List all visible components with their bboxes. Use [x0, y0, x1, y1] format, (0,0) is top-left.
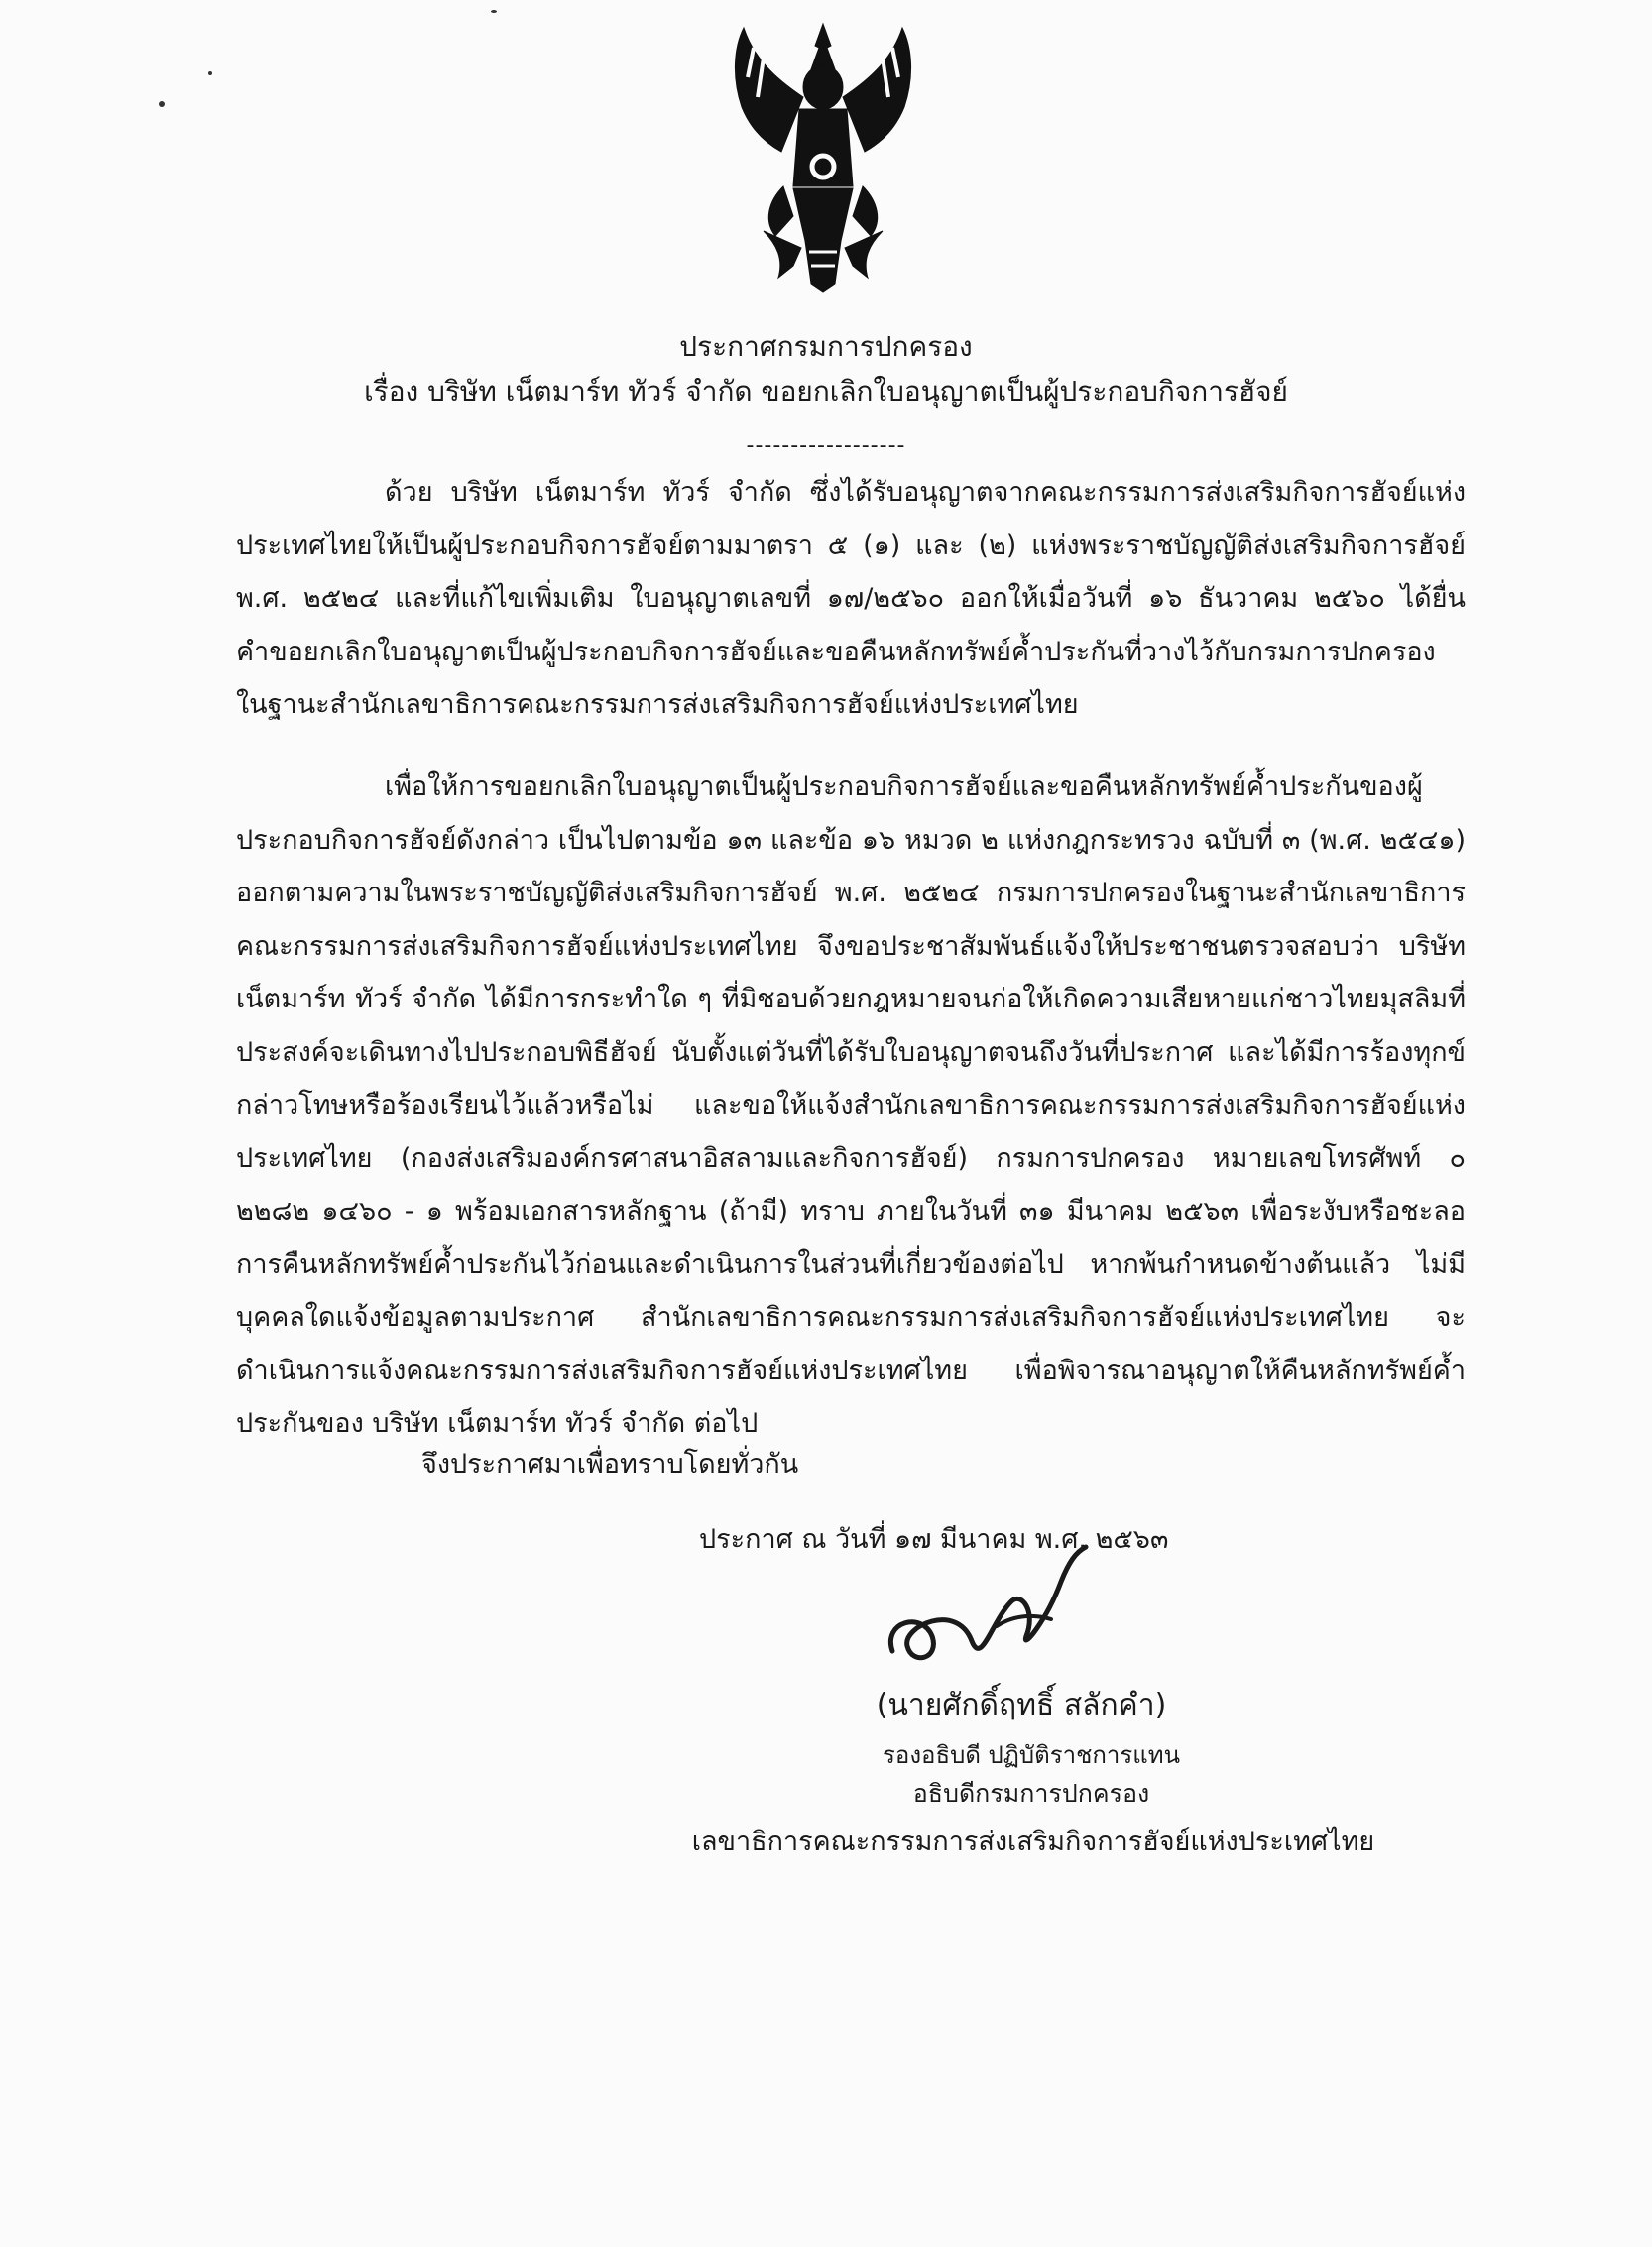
body-paragraph-2: เพื่อให้การขอยกเลิกใบอนุญาตเป็นผู้ประกอบกิจการฮัจย์และขอคืนหลักทรัพย์ค้ำประกันของผู้ประกอบกิจการฮัจย์ดังกล่าว เป็นไปตามข้อ ๑๓ และข้อ ๑๖ หมวด ๒ แห่งกฎกระทรวง ฉบับที่ ๓ (พ.ศ. ๒๕๔๑) ออกตามความในพระราชบัญญัติส่งเสริมกิจการฮัจย์ พ.ศ. ๒๕๒๔ กรมการปกครองในฐานะสำนักเลขาธิการคณะกรรมการส่งเสริมกิจการฮัจย์แห่งประเทศไทย จึงขอประชาสัมพันธ์แจ้งให้ประชาชนตรวจสอบว่า บริษัท เน็ตมาร์ท ทัวร์ จำกัด ได้มีการกระทำใด ๆ ที่มิชอบด้วยกฎหมายจนก่อให้เกิดความเสียหายแก่ชาวไทยมุสลิมที่ประสงค์จะเดินทางไปประกอบพิธีฮัจย์ นับตั้งแต่วันที่ได้รับใบอนุญาตจนถึงวันที่ประกาศ และได้มีการร้องทุกข์กล่าวโทษหรือร้องเรียนไว้แล้วหรือไม่ และขอให้แจ้งสำนักเลขาธิการคณะกรรมการส่งเสริมกิจการฮัจย์แห่งประเทศไทย (กองส่งเสริมองค์กรศาสนาอิสลามและกิจการฮัจย์) กรมการปกครอง หมายเลขโทรศัพท์ ๐ ๒๒๘๒ ๑๔๖๐ - ๑ พร้อมเอกสารหลักฐาน (ถ้ามี) ทราบ ภายในวันที่ ๓๑ มีนาคม ๒๕๖๓ เพื่อระงับหรือชะลอการคืนหลักทรัพย์ค้ำประกันไว้ก่อนและดำเนินการในส่วนที่เกี่ยวข้องต่อไป หากพ้นกำหนดข้างต้นแล้ว ไม่มีบุคคลใดแจ้งข้อมูลตามประกาศ สำนักเลขาธิการคณะกรรมการส่งเสริมกิจการฮัจย์แห่งประเทศไทย จะดำเนินการแจ้งคณะกรรมการส่งเสริมกิจการฮัจย์แห่งประเทศไทย เพื่อพิจารณาอนุญาตให้คืนหลักทรัพย์ค้ำประกันของ บริษัท เน็ตมาร์ท ทัวร์ จำกัด ต่อไป — [236, 771, 1466, 1439]
signer-position-1: รองอธิบดี ปฏิบัติราชการแทน — [883, 1741, 1180, 1769]
body-paragraph-1: ด้วย บริษัท เน็ตมาร์ท ทัวร์ จำกัด ซึ่งได้รับอนุญาตจากคณะกรรมการส่งเสริมกิจการฮัจย์แห่งประเทศไทยให้เป็นผู้ประกอบกิจการฮัจย์ตามมาตรา ๕ (๑) และ (๒) แห่งพระราชบัญญัติส่งเสริมกิจการฮัจย์ พ.ศ. ๒๕๒๔ และที่แก้ไขเพิ่มเติม ใบอนุญาตเลขที่ ๑๗/๒๕๖๐ ออกให้เมื่อวันที่ ๑๖ ธันวาคม ๒๕๖๐ ได้ยื่นคำขอยกเลิกใบอนุญาตเป็นผู้ประกอบกิจการฮัจย์และขอคืนหลักทรัพย์ค้ำประกันที่วางไว้กับกรมการปกครองในฐานะสำนักเลขาธิการคณะกรรมการส่งเสริมกิจการฮัจย์แห่งประเทศไทย — [236, 477, 1466, 720]
signer-position-2: อธิบดีกรมการปกครอง — [912, 1779, 1150, 1808]
announcement-title: ประกาศกรมการปกครอง — [679, 330, 973, 363]
garuda-emblem-icon — [724, 18, 922, 296]
signer-name: (นายศักดิ์ฤทธิ์ สลักคำ) — [876, 1688, 1167, 1722]
date-line: ประกาศ ณ วันที่ ๑๗ มีนาคม พ.ศ. ๒๕๖๓ — [699, 1524, 1169, 1555]
scan-speck — [208, 71, 212, 75]
title-separator: ------------------ — [746, 433, 906, 458]
scan-speck — [159, 101, 165, 107]
closing-line: จึงประกาศมาเพื่อทราบโดยทั่วกัน — [421, 1449, 799, 1479]
signature-mark — [863, 1542, 1111, 1681]
signer-position-3: เลขาธิการคณะกรรมการส่งเสริมกิจการฮัจย์แห่งประเทศไทย — [691, 1827, 1375, 1857]
scan-speck — [491, 10, 497, 13]
announcement-subject: เรื่อง บริษัท เน็ตมาร์ท ทัวร์ จำกัด ขอยกเลิกใบอนุญาตเป็นผู้ประกอบกิจการฮัจย์ — [364, 375, 1288, 408]
